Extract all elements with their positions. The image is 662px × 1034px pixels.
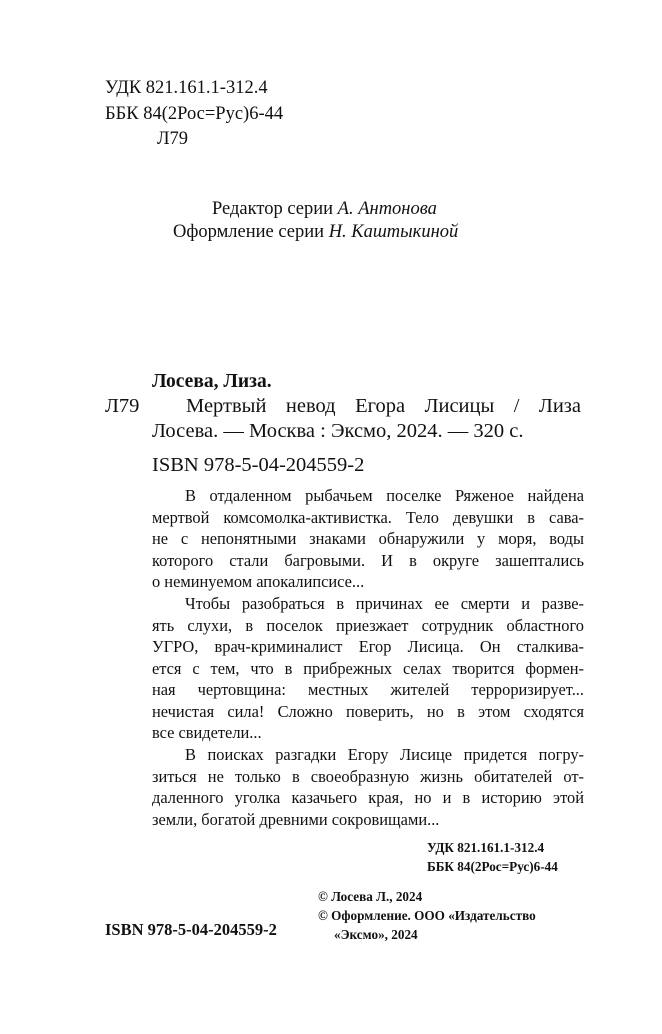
series-editor-name: А. Антонова	[337, 199, 437, 219]
annotation-line: не с непонятными знаками обнаружили у моря, воды	[152, 529, 584, 548]
bbk-code: ББК 84(2Рос=Рус)6-44	[105, 104, 284, 124]
annotation-line: которого стали багровыми. И в округе зашептались	[152, 551, 584, 570]
annotation-line: нечистая сила! Сложно поверить, но в этом сходятся	[152, 702, 584, 721]
catalog-mark: Л79	[105, 395, 140, 417]
annotation-line: даленного уголка казачьего края, но и в историю этой	[152, 788, 584, 807]
annotation-line: зиться не только в своеобразную жизнь обитателей от-	[152, 767, 584, 786]
annotation-line: Чтобы разобраться в причинах ее смерти и разве-	[185, 594, 584, 613]
copyright-design: © Оформление. ООО «Издательство	[318, 908, 536, 923]
footer-bbk-code: ББК 84(2Рос=Рус)6-44	[427, 859, 558, 874]
series-editor	[212, 198, 437, 221]
series-design	[173, 221, 458, 244]
footer-udk-code: УДК 821.161.1-312.4	[427, 840, 545, 855]
annotation-line: В поисках разгадки Егору Лисице придется погру-	[185, 745, 584, 764]
annotation-line: о неминуемом апокалипсисе...	[152, 572, 365, 591]
annotation-line: земли, богатой древними сокровищами...	[152, 810, 440, 829]
catalog-title-line2: Лосева. — Москва : Эксмо, 2024. — 320 с.	[152, 420, 524, 442]
annotation-line: ется с тем, что в прибрежных селах творится формен-	[152, 659, 584, 678]
bottom-isbn: ISBN 978-5-04-204559-2	[105, 920, 277, 939]
catalog-title-line1: Мертвый невод Егора Лисицы / Лиза	[186, 395, 581, 417]
copyright-publisher: «Эксмо», 2024	[334, 927, 418, 942]
catalog-isbn: ISBN 978-5-04-204559-2	[152, 454, 365, 476]
udk-code: УДК 821.161.1-312.4	[105, 78, 268, 98]
annotation-line: все свидетели...	[152, 723, 262, 742]
annotation-line: ная чертовщина: местных жителей терроризирует...	[152, 680, 584, 699]
copyright-author: © Лосева Л., 2024	[318, 889, 423, 904]
annotation-line: В отдаленном рыбачьем поселке Ряженое найдена	[185, 486, 584, 505]
series-design-name: Н. Каштыкиной	[328, 222, 459, 242]
catalog-author: Лосева, Лиза.	[152, 371, 272, 392]
author-mark: Л79	[157, 129, 189, 149]
annotation-line: УГРО, врач-криминалист Егор Лисица. Он сталкива-	[152, 637, 584, 656]
annotation-line: мертвой комсомолка-активистка. Тело девушки в сава-	[152, 508, 584, 527]
series-editor-label: Редактор серии	[212, 199, 334, 219]
series-design-label: Оформление серии	[173, 222, 325, 242]
annotation-line: ять слухи, в поселок приезжает сотрудник областного	[152, 616, 584, 635]
